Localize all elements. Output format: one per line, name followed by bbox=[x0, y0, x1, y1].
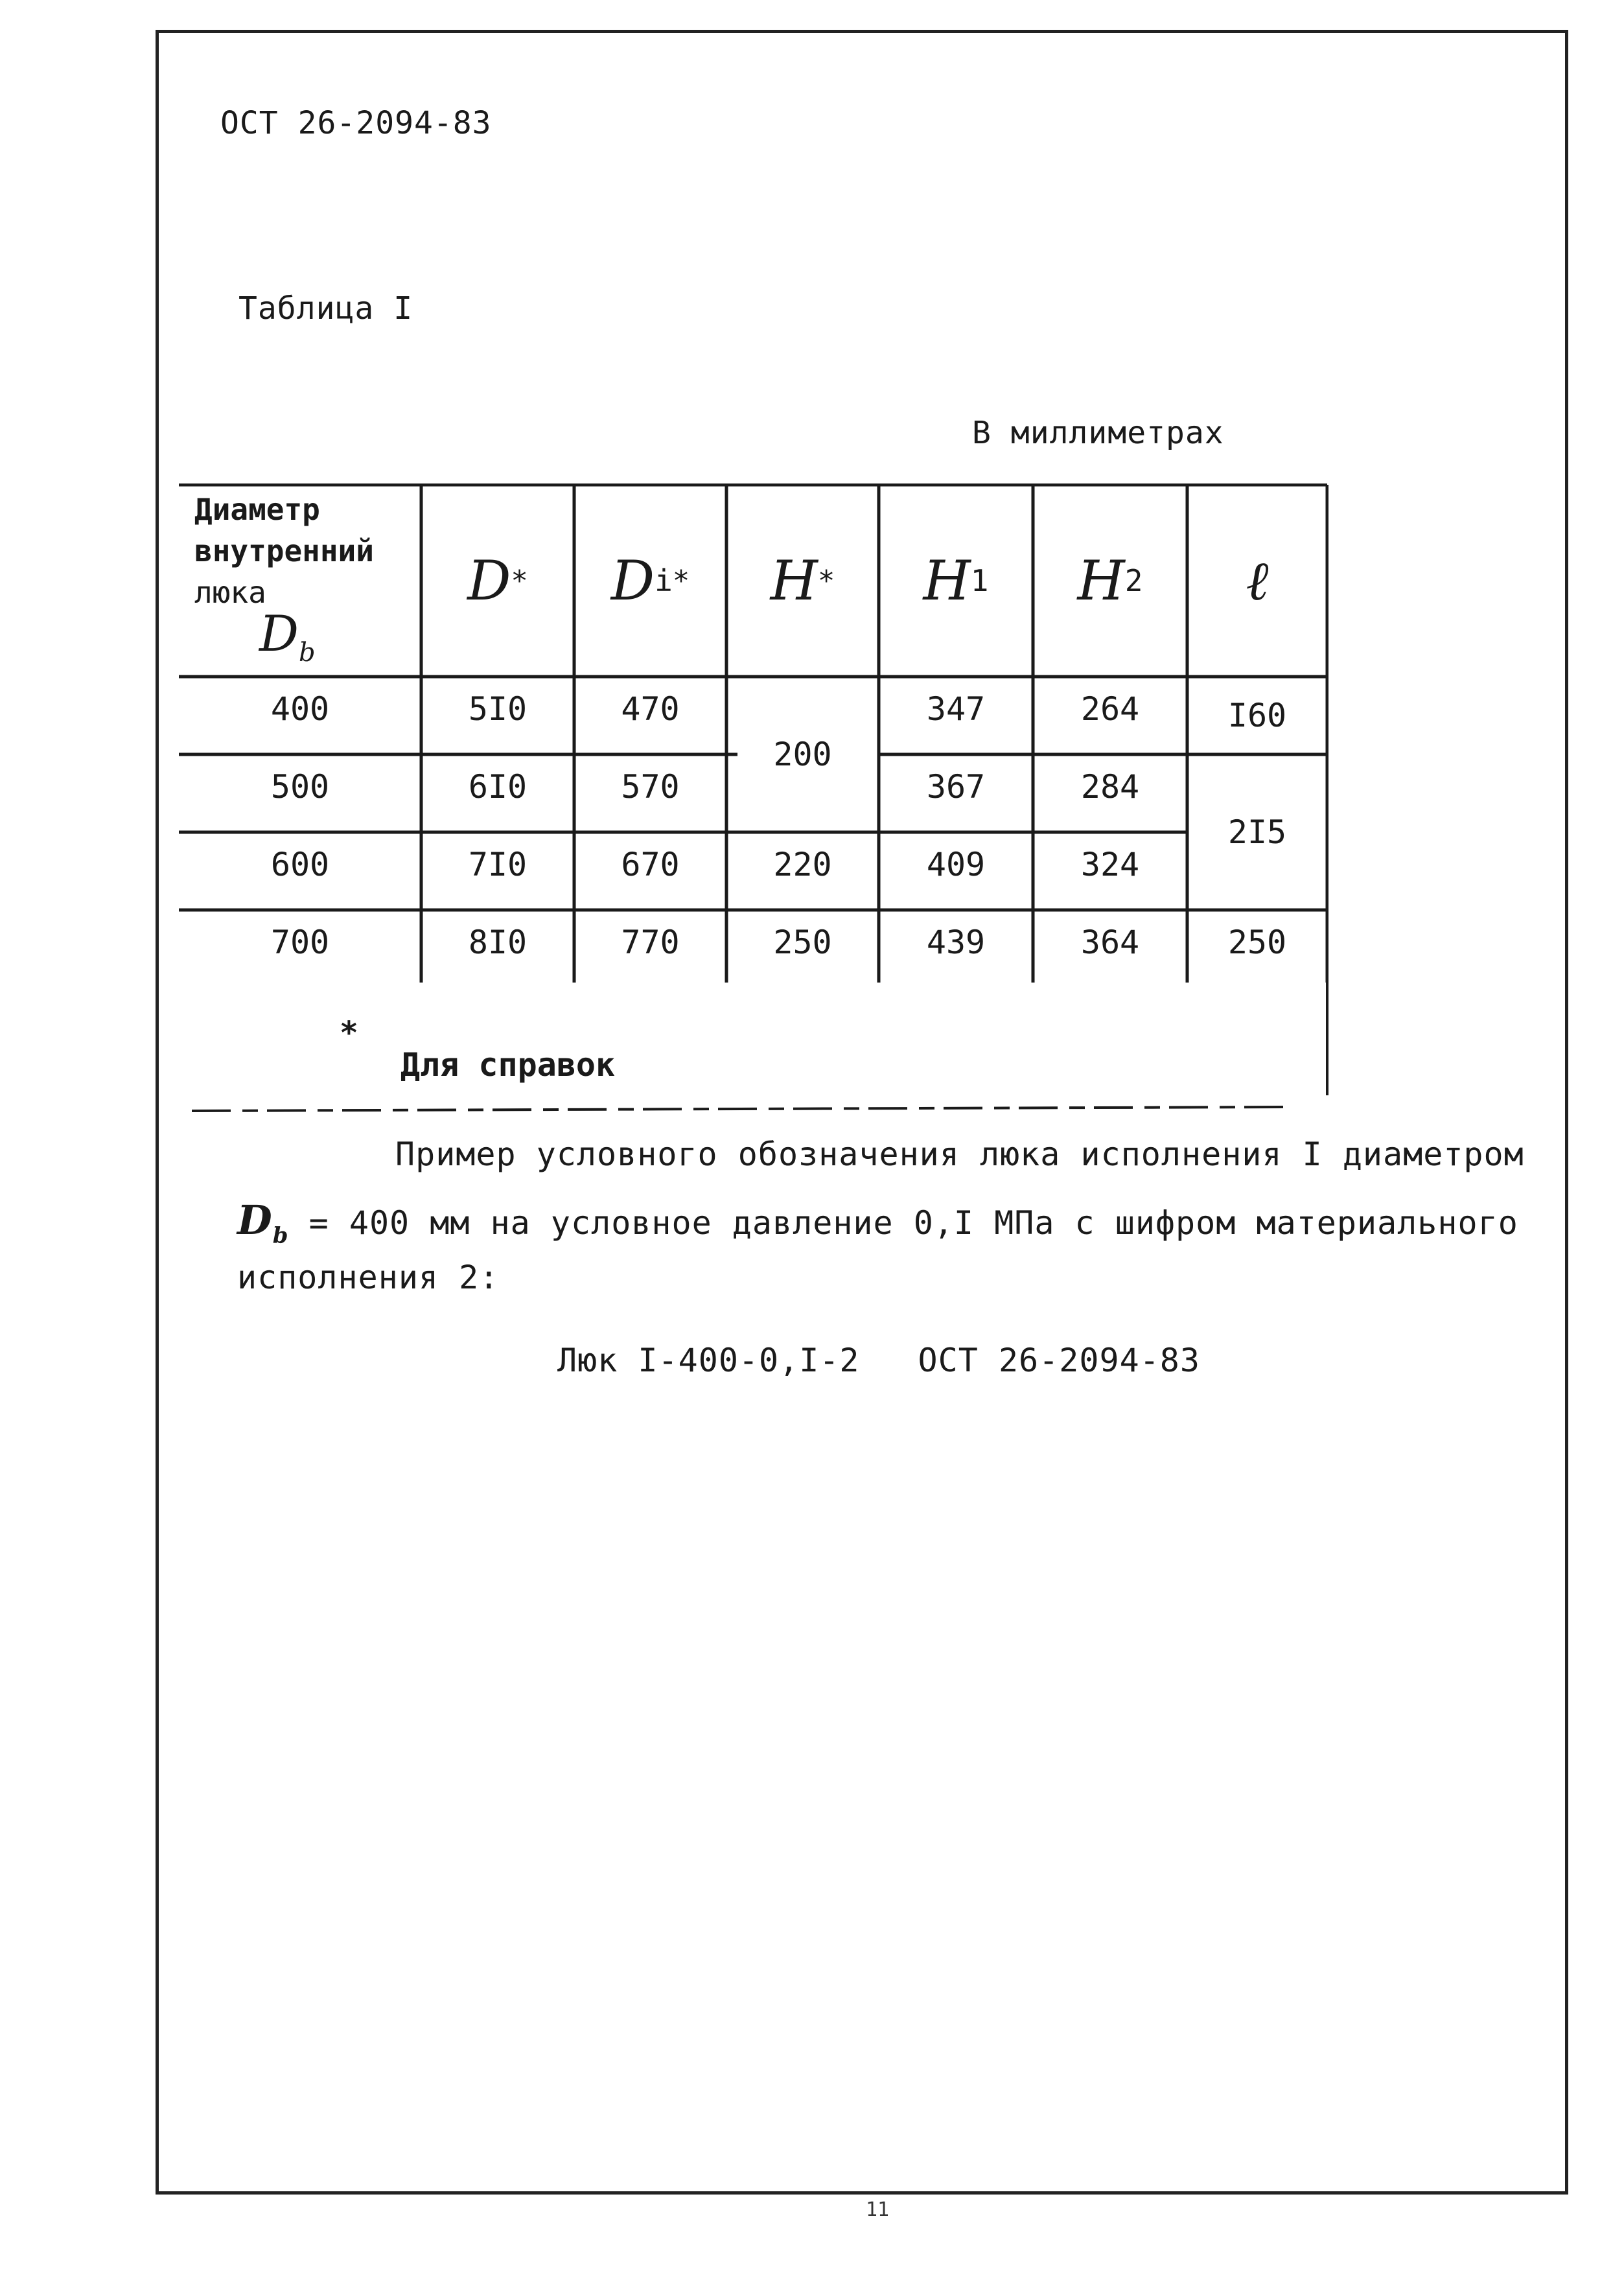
example-line-2: $D_b = 400$ мм на условное давление 0,I МПа с шифром материального bbox=[237, 1196, 1518, 1249]
cell-h1-2: 367 bbox=[926, 768, 986, 806]
cell-h1-3: 409 bbox=[926, 846, 986, 883]
table-title: Таблица I bbox=[238, 290, 413, 327]
designation-example bbox=[557, 1342, 1200, 1379]
document-code: ОСТ 26-2094-83 bbox=[220, 105, 492, 141]
cell-d-4: 8I0 bbox=[468, 924, 528, 961]
cell-h2-4: 364 bbox=[1080, 924, 1140, 961]
header-col-d: D * bbox=[467, 549, 528, 612]
header-line-1: Диаметр bbox=[194, 492, 320, 527]
cell-h1-1: 347 bbox=[926, 690, 986, 728]
cell-h2-1: 264 bbox=[1080, 690, 1140, 728]
cell-l-rows-2-3: 2I5 bbox=[1227, 813, 1287, 851]
header-col-h: H * bbox=[770, 549, 835, 612]
symbol-db: $D_b$ bbox=[237, 1196, 289, 1249]
cell-l-4: 250 bbox=[1227, 924, 1287, 961]
cell-d1-1: 470 bbox=[621, 690, 680, 728]
header-col-h2: H 2 bbox=[1077, 549, 1143, 612]
page-number: 11 bbox=[866, 2198, 890, 2221]
units-note: В миллиметрах bbox=[972, 415, 1224, 451]
footnote-marker: * bbox=[340, 1015, 358, 1051]
cell-db-4: 700 bbox=[270, 924, 330, 961]
cell-h-4: 250 bbox=[773, 924, 832, 961]
cell-d1-3: 670 bbox=[621, 846, 680, 883]
header-symbol-db: $D_b$ bbox=[259, 605, 316, 668]
footnote-text: Для справок bbox=[400, 1046, 616, 1084]
cell-d-2: 6I0 bbox=[468, 768, 528, 806]
cell-d-1: 5I0 bbox=[468, 690, 528, 728]
cell-db-3: 600 bbox=[270, 846, 330, 883]
cell-h2-3: 324 bbox=[1080, 846, 1140, 883]
cell-h2-2: 284 bbox=[1080, 768, 1140, 806]
cell-d1-4: 770 bbox=[621, 924, 680, 961]
header-line-3: люка bbox=[194, 575, 266, 610]
designation-code: Люк I-400-0,I-2 bbox=[557, 1342, 860, 1379]
designation-standard: ОСТ 26-2094-83 bbox=[918, 1342, 1200, 1379]
cell-h-rows-1-2: 200 bbox=[773, 736, 832, 773]
example-line-3: исполнения 2: bbox=[237, 1259, 500, 1296]
header-col-h1: H 1 bbox=[923, 549, 989, 612]
cell-d1-2: 570 bbox=[621, 768, 680, 806]
cell-d-3: 7I0 bbox=[468, 846, 528, 883]
cell-db-1: 400 bbox=[270, 690, 330, 728]
header-col-l: ℓ bbox=[1246, 548, 1269, 612]
header-line-2: внутренний bbox=[194, 533, 374, 568]
cell-db-2: 500 bbox=[270, 768, 330, 806]
cell-l-1: I60 bbox=[1227, 697, 1287, 734]
example-line-1: Пример условного обозначения люка исполнения I диаметром bbox=[395, 1136, 1524, 1173]
cell-h1-4: 439 bbox=[926, 924, 986, 961]
header-col-d1: D i * bbox=[610, 549, 690, 612]
cell-h-3: 220 bbox=[773, 846, 832, 883]
